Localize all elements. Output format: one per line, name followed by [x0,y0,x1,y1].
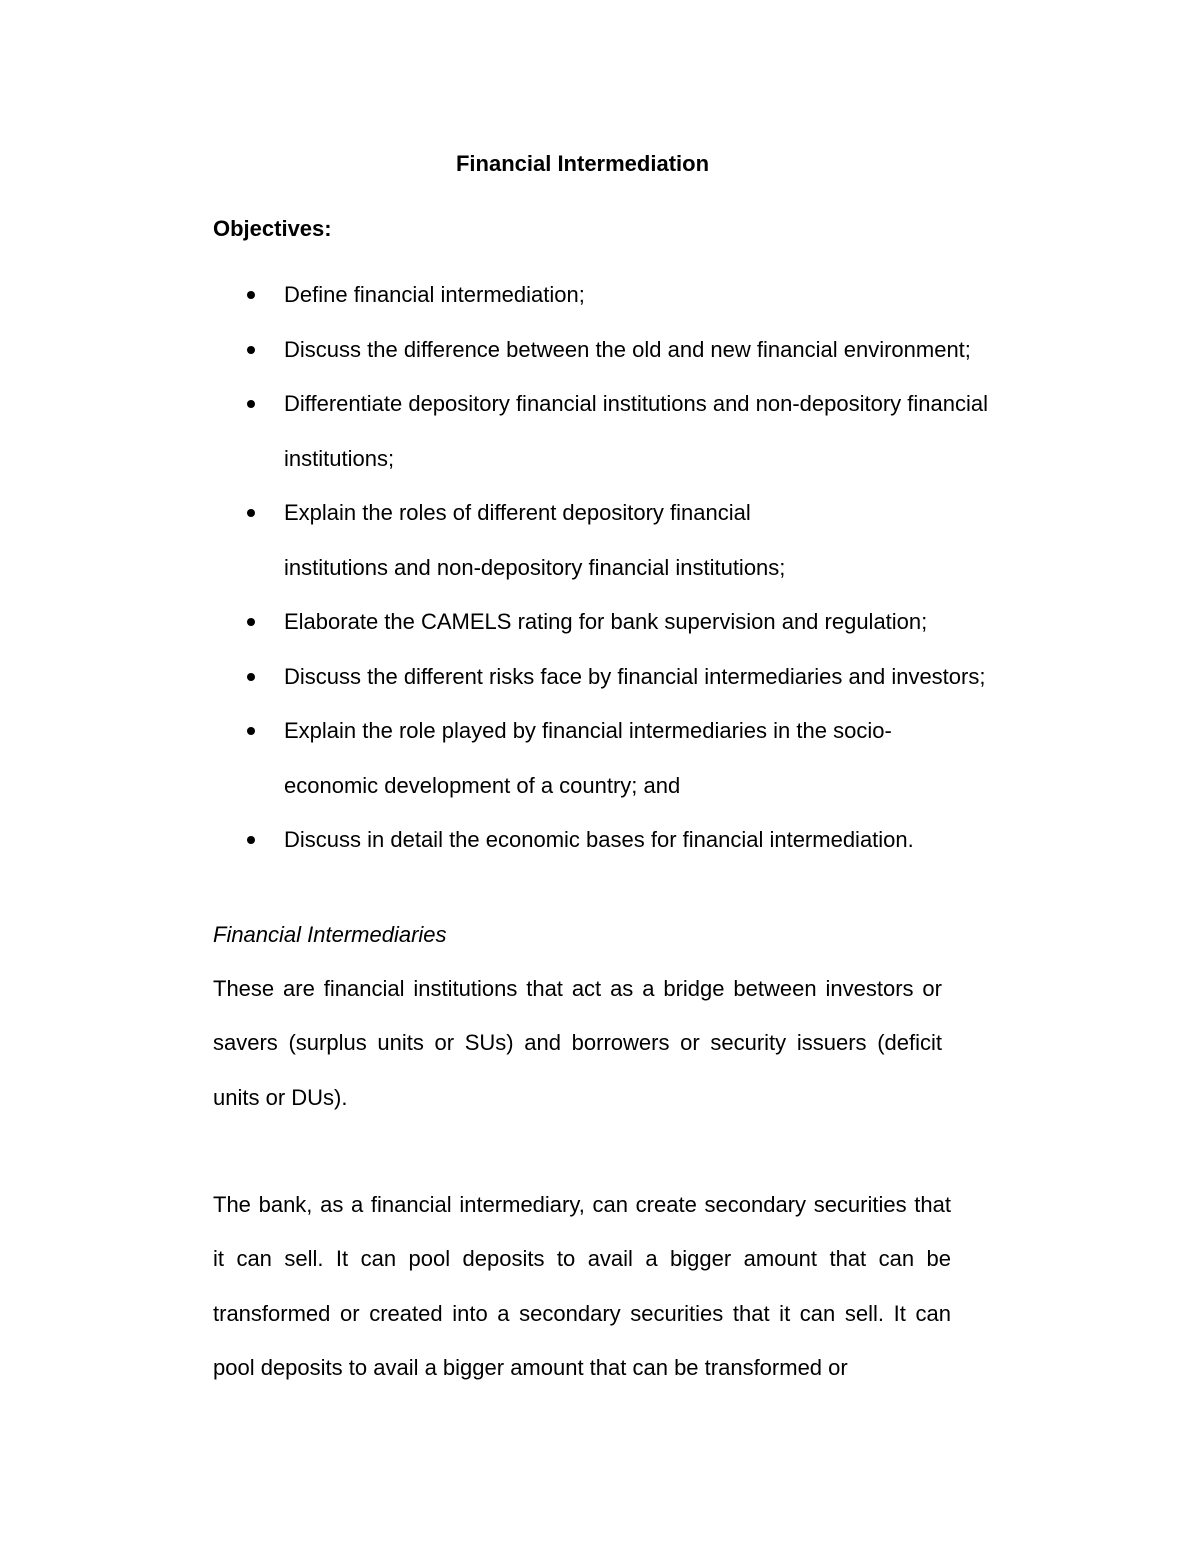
paragraph-financial-intermediaries: These are financial institutions that act as a bridge between investors or savers (surplus units or SUs) and borrowers or security issuers (deficit units or DUs). [213,976,942,1110]
document-title: Financial Intermediation [455,151,710,176]
objective-item [0,704,944,813]
bullet-icon [247,836,255,844]
bullet-icon [247,727,255,735]
bullet-icon [247,346,255,354]
section-heading: Financial Intermediaries [213,922,447,947]
objective-item [0,813,1084,868]
objective-text: Explain the roles of different depository financial institutions and non-depository financial institutions; [284,500,786,580]
objective-text: Elaborate the CAMELS rating for bank supervision and regulation; [284,609,928,634]
bullet-icon [247,509,255,517]
objective-text: Explain the role played by financial intermediaries in the socio-economic development of a country; and [284,718,892,798]
bullet-icon [247,673,255,681]
objective-text: Discuss the difference between the old and new financial environment; [284,336,971,362]
paragraph-bank-intermediary: The bank, as a financial intermediary, can create secondary securities that it can sell. It can pool deposits to avail a bigger amount that can be transformed or created into a secondary securities that it can sell. It can pool deposits to avail a bigger amount that can be transformed or [213,1192,951,1380]
objectives-list [0,268,1084,868]
bullet-icon [247,618,255,626]
objectives-heading: Objectives: [213,216,332,241]
objective-item [0,486,804,595]
objective-item [0,377,1084,486]
objective-item [0,650,1084,705]
bullet-icon [247,400,255,408]
objective-text: Discuss in detail the economic bases for financial intermediation. [284,827,914,852]
bullet-icon [247,291,255,299]
objective-text: Differentiate depository financial institutions and non-depository financial institutions; [284,391,989,471]
objective-item [0,323,1084,378]
objective-text: Discuss the different risks face by financial intermediaries and investors; [284,663,986,689]
objective-item [0,595,1084,650]
objective-item [0,268,1084,323]
objective-text: Define financial intermediation; [284,282,585,307]
